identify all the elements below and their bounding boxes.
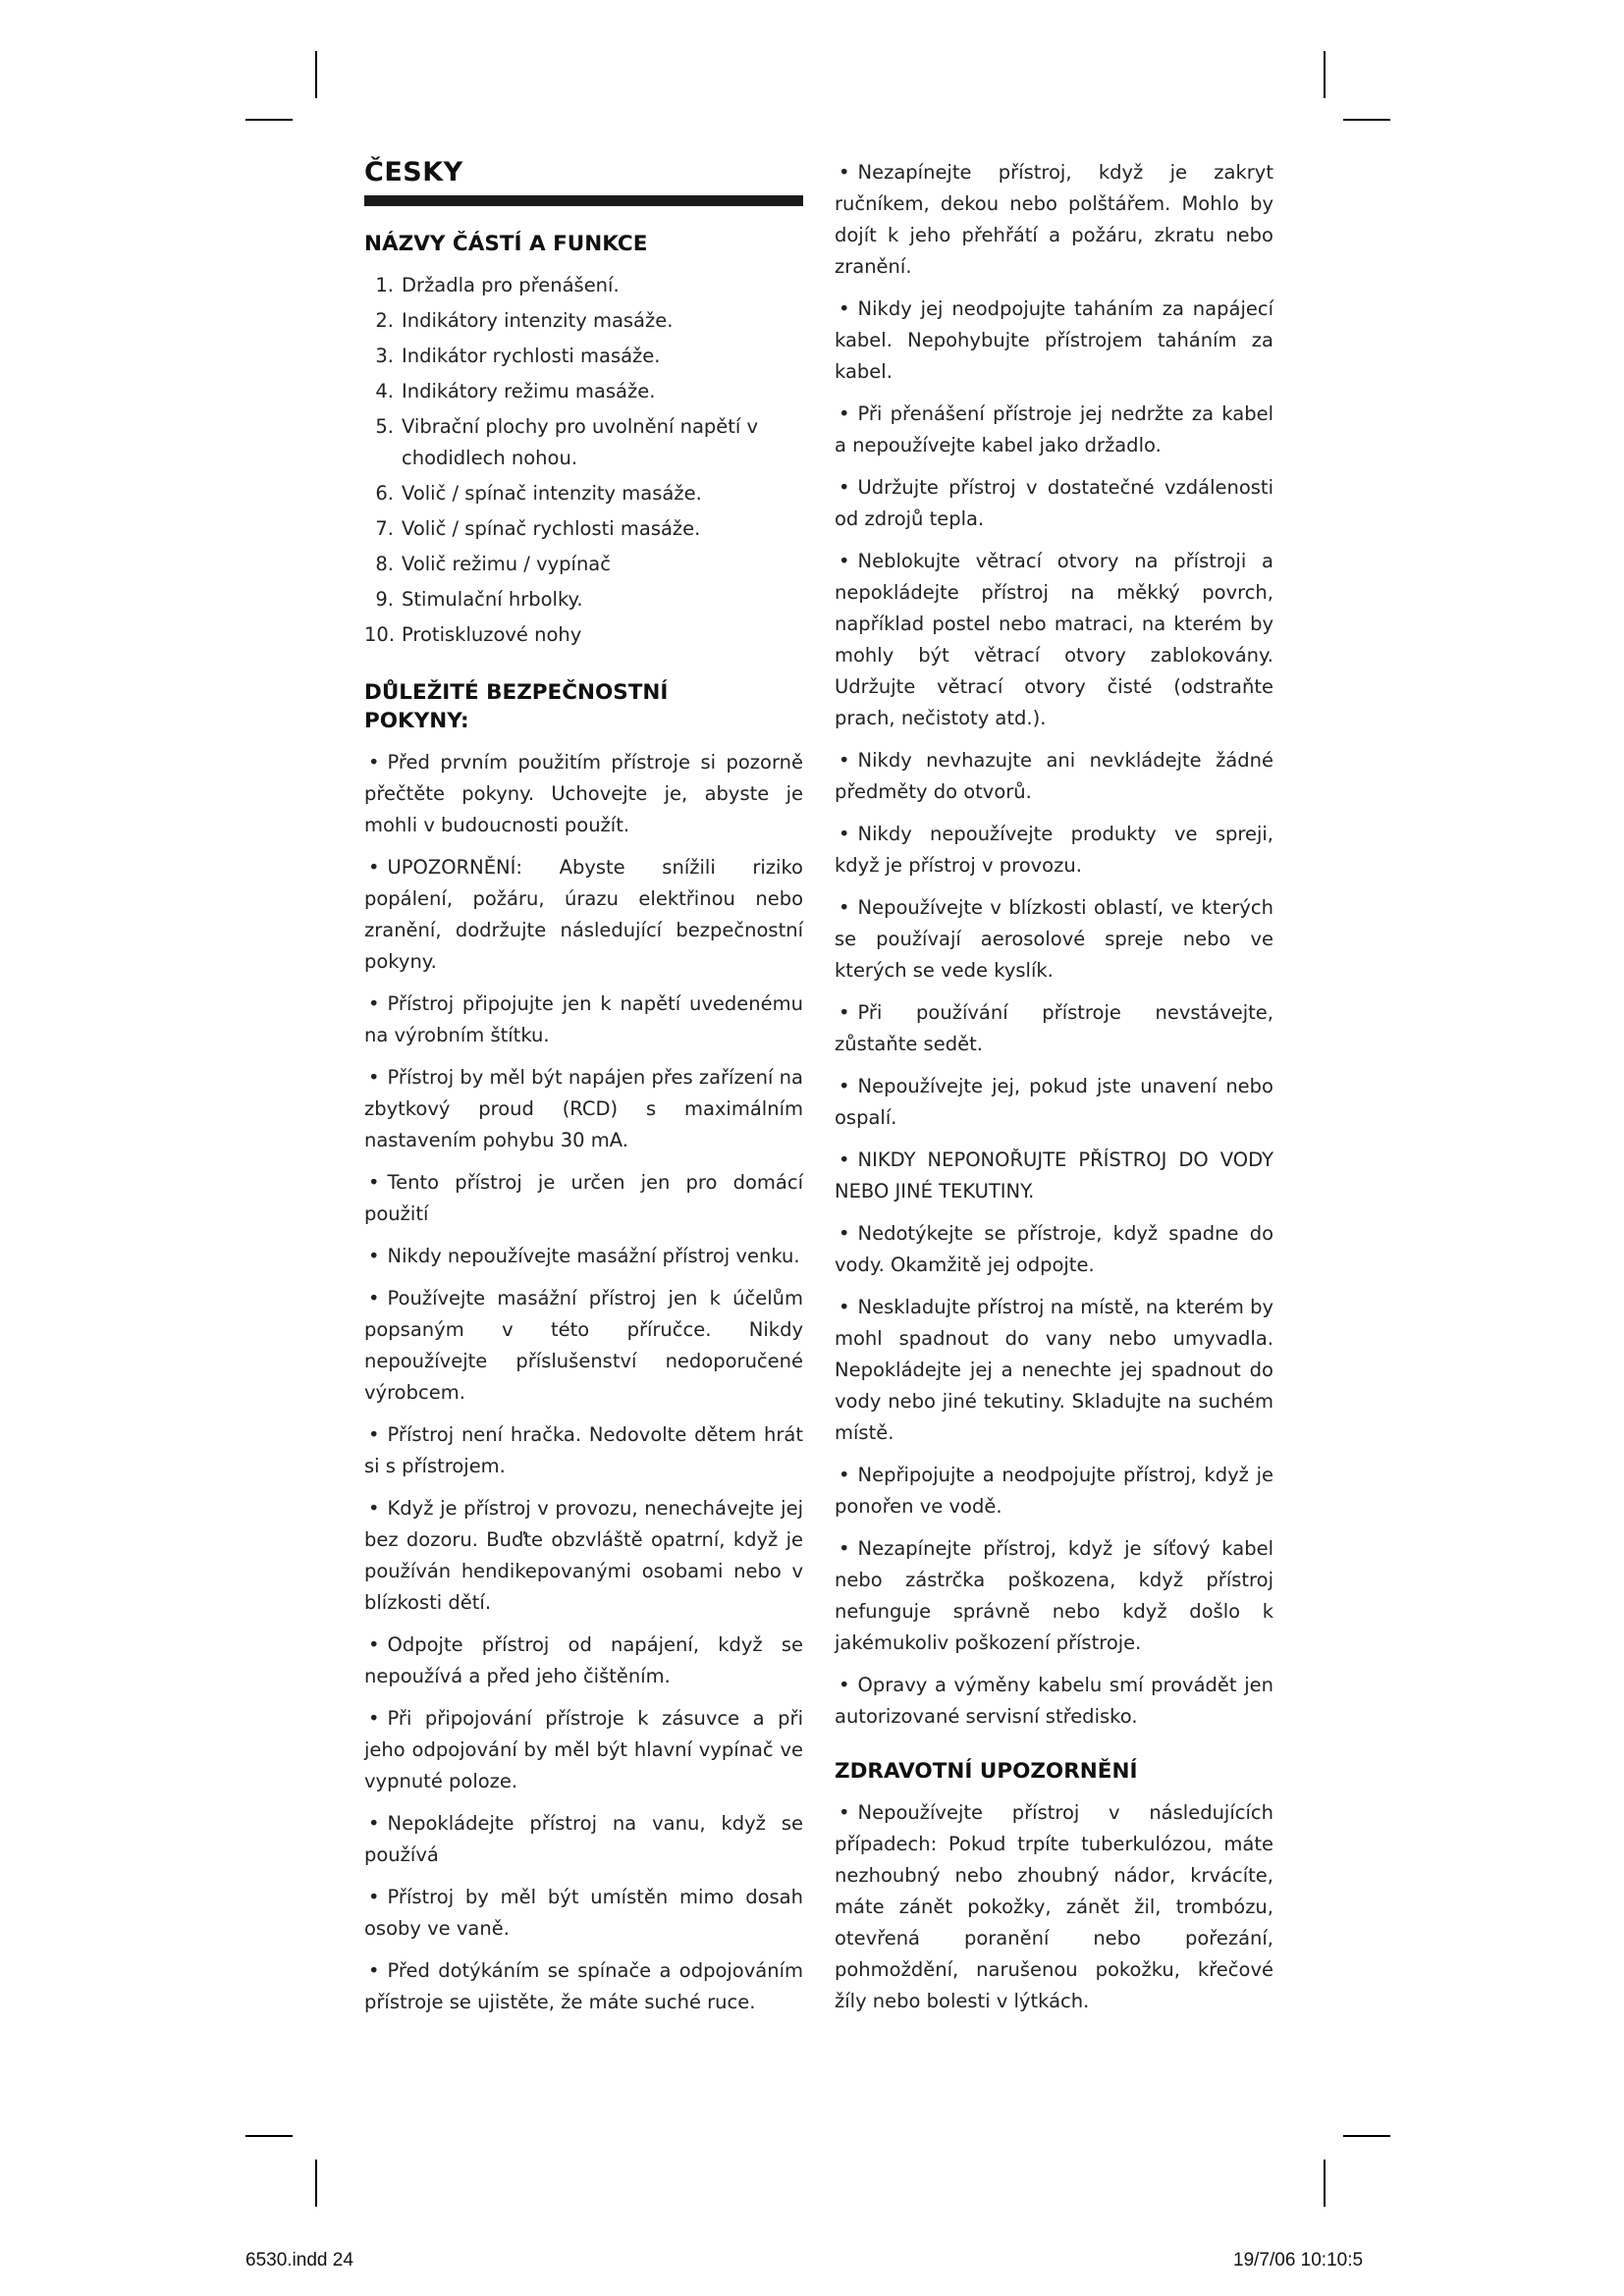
part-text: Indikátor rychlosti masáže.	[402, 345, 661, 367]
safety-item: • Při přenášení přístroje jej nedržte za kabel a nepoužívejte kabel jako držadlo.	[835, 399, 1273, 461]
safety-item: • Před dotýkáním se spínače a odpojováním přístroje se ujistěte, že máte suché ruce.	[364, 1955, 803, 2018]
part-text: Indikátory intenzity masáže.	[402, 309, 674, 332]
crop-mark-top-left-h	[245, 119, 293, 121]
safety-item: • Neskladujte přístroj na místě, na kterém by mohl spadnout do vany nebo umyvadla. Nepokládejte jej a nenechte jej spadnout do vody nebo jiné tekutiny. Skladujte na suchém místě.	[835, 1292, 1273, 1449]
left-column	[364, 157, 803, 2029]
part-item	[364, 376, 803, 407]
part-item	[364, 619, 803, 651]
part-item	[364, 305, 803, 337]
part-number: 7.	[375, 517, 394, 540]
crop-mark-bottom-left-h	[245, 2135, 293, 2137]
part-text: Stimulační hrbolky.	[402, 588, 583, 611]
crop-mark-top-right-h	[1343, 119, 1390, 121]
part-number: 6.	[375, 482, 394, 505]
part-number: 8.	[375, 553, 394, 575]
safety-item: • Přístroj by měl být umístěn mimo dosah osoby ve vaně.	[364, 1882, 803, 1945]
crop-mark-top-right-v	[1324, 51, 1326, 98]
crop-mark-bottom-left-v	[315, 2160, 317, 2207]
safety-item: • Přístroj by měl být napájen přes zařízení na zbytkový proud (RCD) s maximálním nastavením pohybu 30 mA.	[364, 1062, 803, 1156]
part-text: Držadla pro přenášení.	[402, 274, 620, 296]
part-number: 5.	[375, 415, 394, 438]
language-title-rule	[364, 195, 803, 206]
part-text: Protiskluzové nohy	[402, 623, 582, 646]
part-number: 1.	[375, 274, 394, 296]
part-number: 9.	[375, 588, 394, 611]
crop-mark-bottom-right-v	[1324, 2160, 1326, 2207]
part-text: Volič režimu / vypínač	[402, 553, 611, 575]
safety-item: • Nedotýkejte se přístroje, když spadne do vody. Okamžitě jej odpojte.	[835, 1218, 1273, 1281]
part-text: Volič / spínač rychlosti masáže.	[402, 517, 701, 540]
part-item	[364, 270, 803, 301]
crop-mark-bottom-right-h	[1343, 2135, 1390, 2137]
health-item: • Nepoužívejte přístroj v následujících případech: Pokud trpíte tuberkulózou, máte nezhoubný nebo zhoubný nádor, krvácíte, máte zánět pokožky, zánět žil, trombózu, otevřená poranění nebo pořezání, pohmoždění, narušenou pokožku, křečové žíly nebo bolesti v lýtkách.	[835, 1797, 1273, 2017]
safety-item: • Nikdy jej neodpojujte taháním za napájecí kabel. Nepohybujte přístrojem taháním za kabel.	[835, 294, 1273, 388]
part-item	[364, 411, 803, 474]
health-list	[835, 1797, 1273, 2017]
part-item	[364, 513, 803, 545]
left-safety-list	[364, 747, 803, 2018]
part-item	[364, 341, 803, 372]
part-number: 10.	[364, 623, 396, 646]
safety-item: • Při připojování přístroje k zásuvce a při jeho odpojování by měl být hlavní vypínač ve vypnuté poloze.	[364, 1703, 803, 1797]
safety-item: • Udržujte přístroj v dostatečné vzdálenosti od zdrojů tepla.	[835, 472, 1273, 535]
part-number: 3.	[375, 345, 394, 367]
part-number: 4.	[375, 380, 394, 402]
safety-item: • Neblokujte větrací otvory na přístroji a nepokládejte přístroj na měkký povrch, například postel nebo matraci, na kterém by mohly být větrací otvory zablokovány. Udržujte větrací otvory čisté (odstraňte prach, nečistoty atd.).	[835, 546, 1273, 734]
part-text: Indikátory režimu masáže.	[402, 380, 656, 402]
right-column	[835, 157, 1273, 2028]
part-item	[364, 584, 803, 615]
part-item	[364, 549, 803, 580]
right-safety-list	[835, 157, 1273, 1733]
safety-item: • Opravy a výměny kabelu smí provádět jen autorizované servisní středisko.	[835, 1670, 1273, 1733]
safety-item: • Když je přístroj v provozu, nenechávejte jej bez dozoru. Buďte obzvláště opatrní, když je používán hendikepovanými osobami nebo v blízkosti dětí.	[364, 1493, 803, 1619]
safety-item: • Nepokládejte přístroj na vanu, když se používá	[364, 1808, 803, 1871]
safety-item: • Při používání přístroje nevstávejte, zůstaňte sedět.	[835, 997, 1273, 1060]
safety-item: • Tento přístroj je určen jen pro domácí použití	[364, 1167, 803, 1230]
footer-date: 19/7/06 10:10:5	[1233, 2250, 1364, 2270]
part-text: Volič / spínač intenzity masáže.	[402, 482, 702, 505]
safety-item: • Používejte masážní přístroj jen k účelům popsaným v této příručce. Nikdy nepoužívejte příslušenství nedoporučené výrobcem.	[364, 1283, 803, 1409]
part-item	[364, 478, 803, 509]
safety-item: • Nezapínejte přístroj, když je síťový kabel nebo zástrčka poškozena, když přístroj nefunguje správně nebo když došlo k jakémukoliv poškození přístroje.	[835, 1533, 1273, 1659]
safety-item: • Nikdy nepoužívejte produkty ve spreji, když je přístroj v provozu.	[835, 819, 1273, 881]
parts-list	[364, 270, 803, 651]
safety-item: • Nikdy nepoužívejte masážní přístroj venku.	[364, 1241, 803, 1272]
footer-file: 6530.indd 24	[245, 2250, 353, 2270]
safety-item: • NIKDY NEPONOŘUJTE PŘÍSTROJ DO VODY NEBO JINÉ TEKUTINY.	[835, 1145, 1273, 1207]
safety-item: • Odpojte přístroj od napájení, když se nepoužívá a před jeho čištěním.	[364, 1629, 803, 1692]
parts-heading: NÁZVY ČÁSTÍ A FUNKCE	[364, 232, 648, 256]
safety-item: • UPOZORNĚNÍ: Abyste snížili riziko popálení, požáru, úrazu elektřinou nebo zranění, dodržujte následující bezpečnostní pokyny.	[364, 852, 803, 978]
part-text: Vibrační plochy pro uvolnění napětí v chodidlech nohou.	[402, 415, 759, 469]
safety-heading: DŮLEŽITÉ BEZPEČNOSTNÍ POKYNY:	[364, 680, 669, 733]
safety-item: • Přístroj připojujte jen k napětí uvedenému na výrobním štítku.	[364, 988, 803, 1051]
safety-item: • Před prvním použitím přístroje si pozorně přečtěte pokyny. Uchovejte je, abyste je mohli v budoucnosti použít.	[364, 747, 803, 841]
safety-item: • Přístroj není hračka. Nedovolte dětem hrát si s přístrojem.	[364, 1419, 803, 1482]
safety-item: • Nikdy nevhazujte ani nevkládejte žádné předměty do otvorů.	[835, 745, 1273, 808]
crop-mark-top-left-v	[315, 51, 317, 98]
safety-item: • Nezapínejte přístroj, když je zakryt ručníkem, dekou nebo polštářem. Mohlo by dojít k jeho přehřátí a požáru, zkratu nebo zranění.	[835, 157, 1273, 283]
safety-item: • Nepoužívejte v blízkosti oblastí, ve kterých se používají aerosolové spreje nebo ve kterých se vede kyslík.	[835, 892, 1273, 987]
part-number: 2.	[375, 309, 394, 332]
safety-item: • Nepoužívejte jej, pokud jste unavení nebo ospalí.	[835, 1071, 1273, 1134]
language-title: ČESKY	[364, 157, 463, 187]
safety-item: • Nepřipojujte a neodpojujte přístroj, když je ponořen ve vodě.	[835, 1460, 1273, 1522]
health-heading: ZDRAVOTNÍ UPOZORNĚNÍ	[835, 1759, 1138, 1784]
